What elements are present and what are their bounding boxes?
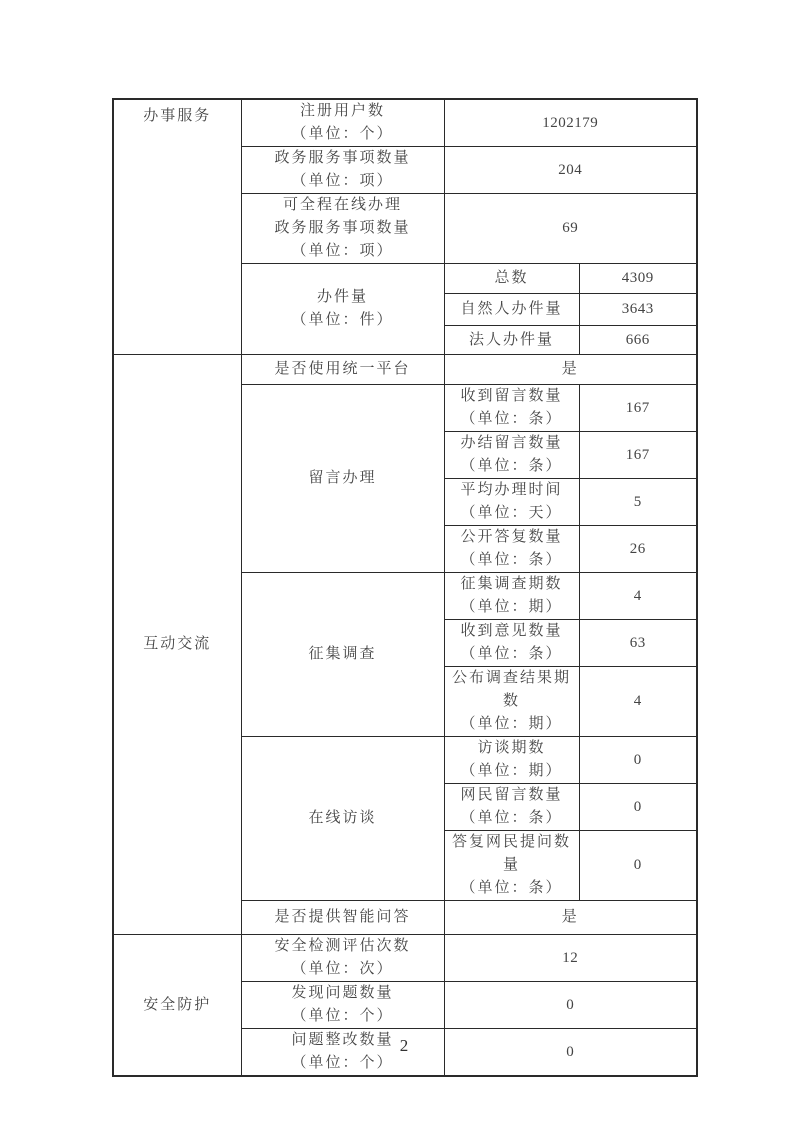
submetric-label-cell — [444, 620, 579, 667]
submetric-label: 访谈期数 — [477, 740, 546, 756]
submetric-unit: （单位：期） — [460, 716, 563, 732]
metric-value-cell: 0 — [444, 982, 697, 1029]
metric-label: 安全检测评估次数 — [274, 938, 411, 954]
submetric-value-cell: 63 — [579, 620, 697, 667]
submetric-label: 公开答复数量 — [460, 529, 563, 545]
submetric-value-cell: 167 — [579, 385, 697, 432]
metric-label-cell: 留言办理 — [241, 385, 444, 573]
submetric-label: 公布调查结果期数 — [451, 670, 571, 709]
submetric-value-cell: 3643 — [579, 294, 697, 326]
submetric-label: 网民留言数量 — [460, 787, 563, 803]
submetric-unit: （单位：条） — [460, 646, 563, 662]
metric-value-cell: 是 — [444, 901, 697, 935]
metric-label-cell: 在线访谈 — [241, 737, 444, 901]
submetric-value-cell: 0 — [579, 784, 697, 831]
metric-unit: （单位：个） — [291, 1055, 394, 1071]
submetric-label-cell — [444, 573, 579, 620]
submetric-value-cell: 666 — [579, 326, 697, 355]
submetric-label: 征集调查期数 — [460, 576, 563, 592]
group-cell-service — [113, 99, 241, 355]
submetric-label: 收到留言数量 — [460, 388, 563, 404]
submetric-unit: （单位：天） — [460, 505, 563, 521]
submetric-label: 办结留言数量 — [460, 435, 563, 451]
metric-unit: （单位：个） — [291, 1008, 394, 1024]
metric-unit: （单位：项） — [291, 243, 394, 259]
group-label: 互动交流 — [143, 636, 212, 652]
submetric-label-cell — [444, 432, 579, 479]
metric-value-cell: 0 — [444, 1029, 697, 1077]
group-cell-interaction — [113, 355, 241, 935]
metric-label-cell — [241, 935, 444, 982]
metric-label-cell — [241, 982, 444, 1029]
submetric-label-cell: 法人办件量 — [444, 326, 579, 355]
metric-value-cell: 69 — [444, 194, 697, 264]
submetric-unit: （单位：条） — [460, 552, 563, 568]
metric-label-cell — [241, 147, 444, 194]
metric-label-line2: 政务服务事项数量 — [274, 220, 411, 236]
group-label: 安全防护 — [143, 996, 212, 1013]
metric-label-line1: 可全程在线办理 — [282, 197, 402, 213]
metric-label-cell: 是否使用统一平台 — [241, 355, 444, 385]
metric-unit: （单位：个） — [291, 126, 394, 142]
metric-label-cell: 征集调查 — [241, 573, 444, 737]
submetric-unit: （单位：条） — [460, 880, 563, 896]
metric-unit: （单位：次） — [291, 961, 394, 977]
submetric-value-cell: 4 — [579, 573, 697, 620]
metric-label-cell — [241, 264, 444, 355]
metric-unit: （单位：项） — [291, 173, 394, 189]
submetric-value-cell: 167 — [579, 432, 697, 479]
submetric-unit: （单位：条） — [460, 411, 563, 427]
metric-label: 注册用户数 — [299, 103, 385, 119]
submetric-label-cell — [444, 667, 579, 737]
metric-value-cell: 1202179 — [444, 99, 697, 147]
submetric-value-cell: 0 — [579, 831, 697, 901]
metric-label-cell — [241, 99, 444, 147]
submetric-unit: （单位：期） — [460, 763, 563, 779]
metric-label: 问题整改数量 — [291, 1032, 394, 1048]
metric-value-cell: 204 — [444, 147, 697, 194]
submetric-label: 答复网民提问数量 — [451, 834, 571, 873]
metric-label-cell — [241, 194, 444, 264]
submetric-unit: （单位：条） — [460, 458, 563, 474]
submetric-unit: （单位：期） — [460, 599, 563, 615]
metric-unit: （单位：件） — [291, 312, 394, 328]
submetric-unit: （单位：条） — [460, 810, 563, 826]
metric-value-cell: 是 — [444, 355, 697, 385]
submetric-label-cell — [444, 479, 579, 526]
submetric-label: 收到意见数量 — [460, 623, 563, 639]
submetric-label-cell — [444, 784, 579, 831]
submetric-label-cell — [444, 831, 579, 901]
metric-label-cell: 是否提供智能问答 — [241, 901, 444, 935]
submetric-label-cell: 总数 — [444, 264, 579, 294]
submetric-label-cell — [444, 526, 579, 573]
metric-label: 发现问题数量 — [291, 985, 394, 1001]
submetric-value-cell: 5 — [579, 479, 697, 526]
submetric-value-cell: 0 — [579, 737, 697, 784]
submetric-value-cell: 4 — [579, 667, 697, 737]
submetric-label-cell — [444, 737, 579, 784]
group-label: 办事服务 — [143, 108, 212, 124]
report-table — [112, 98, 698, 1077]
submetric-value-cell: 4309 — [579, 264, 697, 294]
submetric-label-cell: 自然人办件量 — [444, 294, 579, 326]
submetric-label: 平均办理时间 — [460, 482, 563, 498]
metric-label: 政务服务事项数量 — [274, 150, 411, 166]
metric-value-cell: 12 — [444, 935, 697, 982]
submetric-value-cell: 26 — [579, 526, 697, 573]
page-number: 2 — [399, 1036, 409, 1055]
submetric-label-cell — [444, 385, 579, 432]
metric-label: 办件量 — [316, 289, 368, 305]
